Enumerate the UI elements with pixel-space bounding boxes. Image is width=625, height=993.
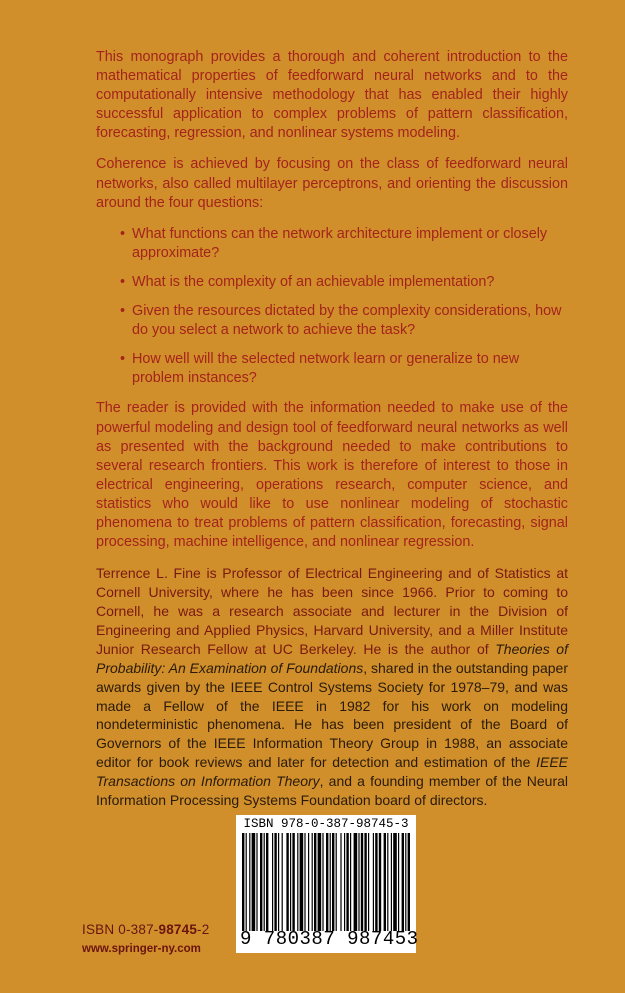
barcode-bar	[290, 833, 291, 931]
barcode-bar	[314, 833, 316, 931]
question-item: • How well will the selected network learn or generalize to new problem instances?	[120, 351, 520, 387]
barcode-bar	[408, 833, 410, 931]
barcode-bar	[272, 833, 273, 931]
barcode-bar	[391, 833, 392, 931]
barcode-bar	[402, 833, 404, 931]
barcode-bar	[332, 833, 334, 931]
bullet-icon: •	[120, 225, 126, 242]
isbn13-label: ISBN 978-0-387-98745-3	[243, 817, 409, 831]
barcode-bar	[354, 833, 358, 931]
barcode-bar	[373, 833, 374, 931]
barcode-bar	[393, 833, 397, 931]
barcode-bar	[340, 833, 341, 931]
isbn10: ISBN 0-387-98745-2	[82, 922, 210, 937]
barcode-bar	[387, 833, 388, 931]
coherence-paragraph: Coherence is achieved by focusing on the class of feedforward neural networks, also called multilayer perceptrons, and orienting the discussion around the four questions:	[96, 156, 568, 211]
barcode-bar	[346, 833, 348, 931]
barcode-bar	[292, 833, 294, 931]
isbn-barcode	[236, 815, 419, 953]
question-item: • Given the resources dictated by the complexity considerations, how do you select a network to achieve the task?	[120, 303, 562, 339]
barcode-bar	[266, 833, 268, 931]
barcode-bar	[364, 833, 366, 931]
barcode-bar	[246, 833, 247, 931]
question-item: • What is the complexity of an achievable implementation?	[120, 273, 568, 292]
questions-list	[96, 225, 568, 389]
barcode-bar	[252, 833, 256, 931]
barcode-bar	[260, 833, 262, 931]
bullet-icon: •	[120, 303, 126, 320]
barcode-bar	[336, 833, 337, 931]
book-title: Theories of Probability: An Examination of Foundations	[96, 640, 568, 676]
barcode-bar	[304, 833, 305, 931]
barcode-bar	[326, 833, 328, 931]
isbn10-block	[82, 922, 209, 955]
intro-paragraph: This monograph provides a thorough and coherent introduction to the mathematical properties of feedforward neural networks and to the computationally intensive methodology that has enabled their highly successful application to complex problems of pattern classification, forecasting, regression, and nonlinear systems modeling.	[96, 49, 568, 142]
author-bio: Terrence L. Fine is Professor of Electrical Engineering and of Statistics at Cornell University, where he has been since 1966. Prior to coming to Cornell, he was a research associate and lecturer in the Division of Engineering and Applied Physics, Harvard University, and a Miller Institute Junior Research Fellow at UC Berkeley. He is the author of Theories of Probability: An Examination of Foundations, shared in the outstanding paper awards given by the IEEE Control Systems Society for 1978–79, and was made a Fellow of the IEEE in 1982 for his work on modeling nondeterministic phenomena. He has been president of the Board of Governors of the IEEE Information Theory Group in 1988, an associate editor for book reviews and later for detection and estimation of the IEEE Transactions on Information Theory, and a founding member of the Neural Information Processing Systems Foundation board of directors.	[96, 565, 568, 809]
journal-title: IEEE Transactions on Information Theory	[96, 754, 568, 790]
reader-paragraph: The reader is provided with the information needed to make use of the powerful modeling and design tool of feedforward neural networks as well as presented with the background needed to make contributions to several research frontiers. This work is therefore of interest to those in electrical engineering, operations research, computer science, and statistics who would like to use nonlinear modeling of stochastic phenomena to treat problems of pattern classification, forecasting, signal processing, machine intelligence, and nonlinear regression.	[96, 400, 568, 551]
back-cover-text	[96, 48, 568, 822]
bullet-icon: •	[120, 273, 126, 290]
barcode-bar	[312, 833, 313, 931]
publisher-website: www.springer-ny.com	[82, 943, 201, 955]
bullet-icon: •	[120, 351, 126, 368]
barcode-bar	[286, 833, 288, 931]
barcode-bar	[358, 833, 359, 931]
barcode-bar	[322, 833, 323, 931]
barcode-bar	[398, 833, 399, 931]
barcode-bar	[368, 833, 369, 931]
barcode-bar	[361, 833, 363, 931]
barcode-bar	[297, 833, 298, 931]
barcode-bar	[344, 833, 345, 931]
barcode-bars	[236, 833, 416, 933]
barcode-bar	[264, 833, 265, 931]
barcode-bar	[300, 833, 304, 931]
barcode-bar	[318, 833, 322, 931]
barcode-bar	[375, 833, 377, 931]
barcode-bar	[274, 833, 276, 931]
barcode-bar	[282, 833, 283, 931]
barcode-bar	[405, 833, 406, 931]
barcode-bar	[256, 833, 257, 931]
barcode-bar	[350, 833, 351, 931]
barcode-bar	[384, 833, 386, 931]
barcode-bar	[278, 833, 279, 931]
barcode-bar	[330, 833, 331, 931]
barcode-bar	[249, 833, 250, 931]
barcode-bar	[308, 833, 309, 931]
question-item: • What functions can the network architecture implement or closely approximate?	[120, 225, 548, 261]
barcode-bar	[379, 833, 381, 931]
barcode-digits: 9 780387 987453	[240, 928, 419, 950]
barcode-bar	[242, 833, 244, 931]
